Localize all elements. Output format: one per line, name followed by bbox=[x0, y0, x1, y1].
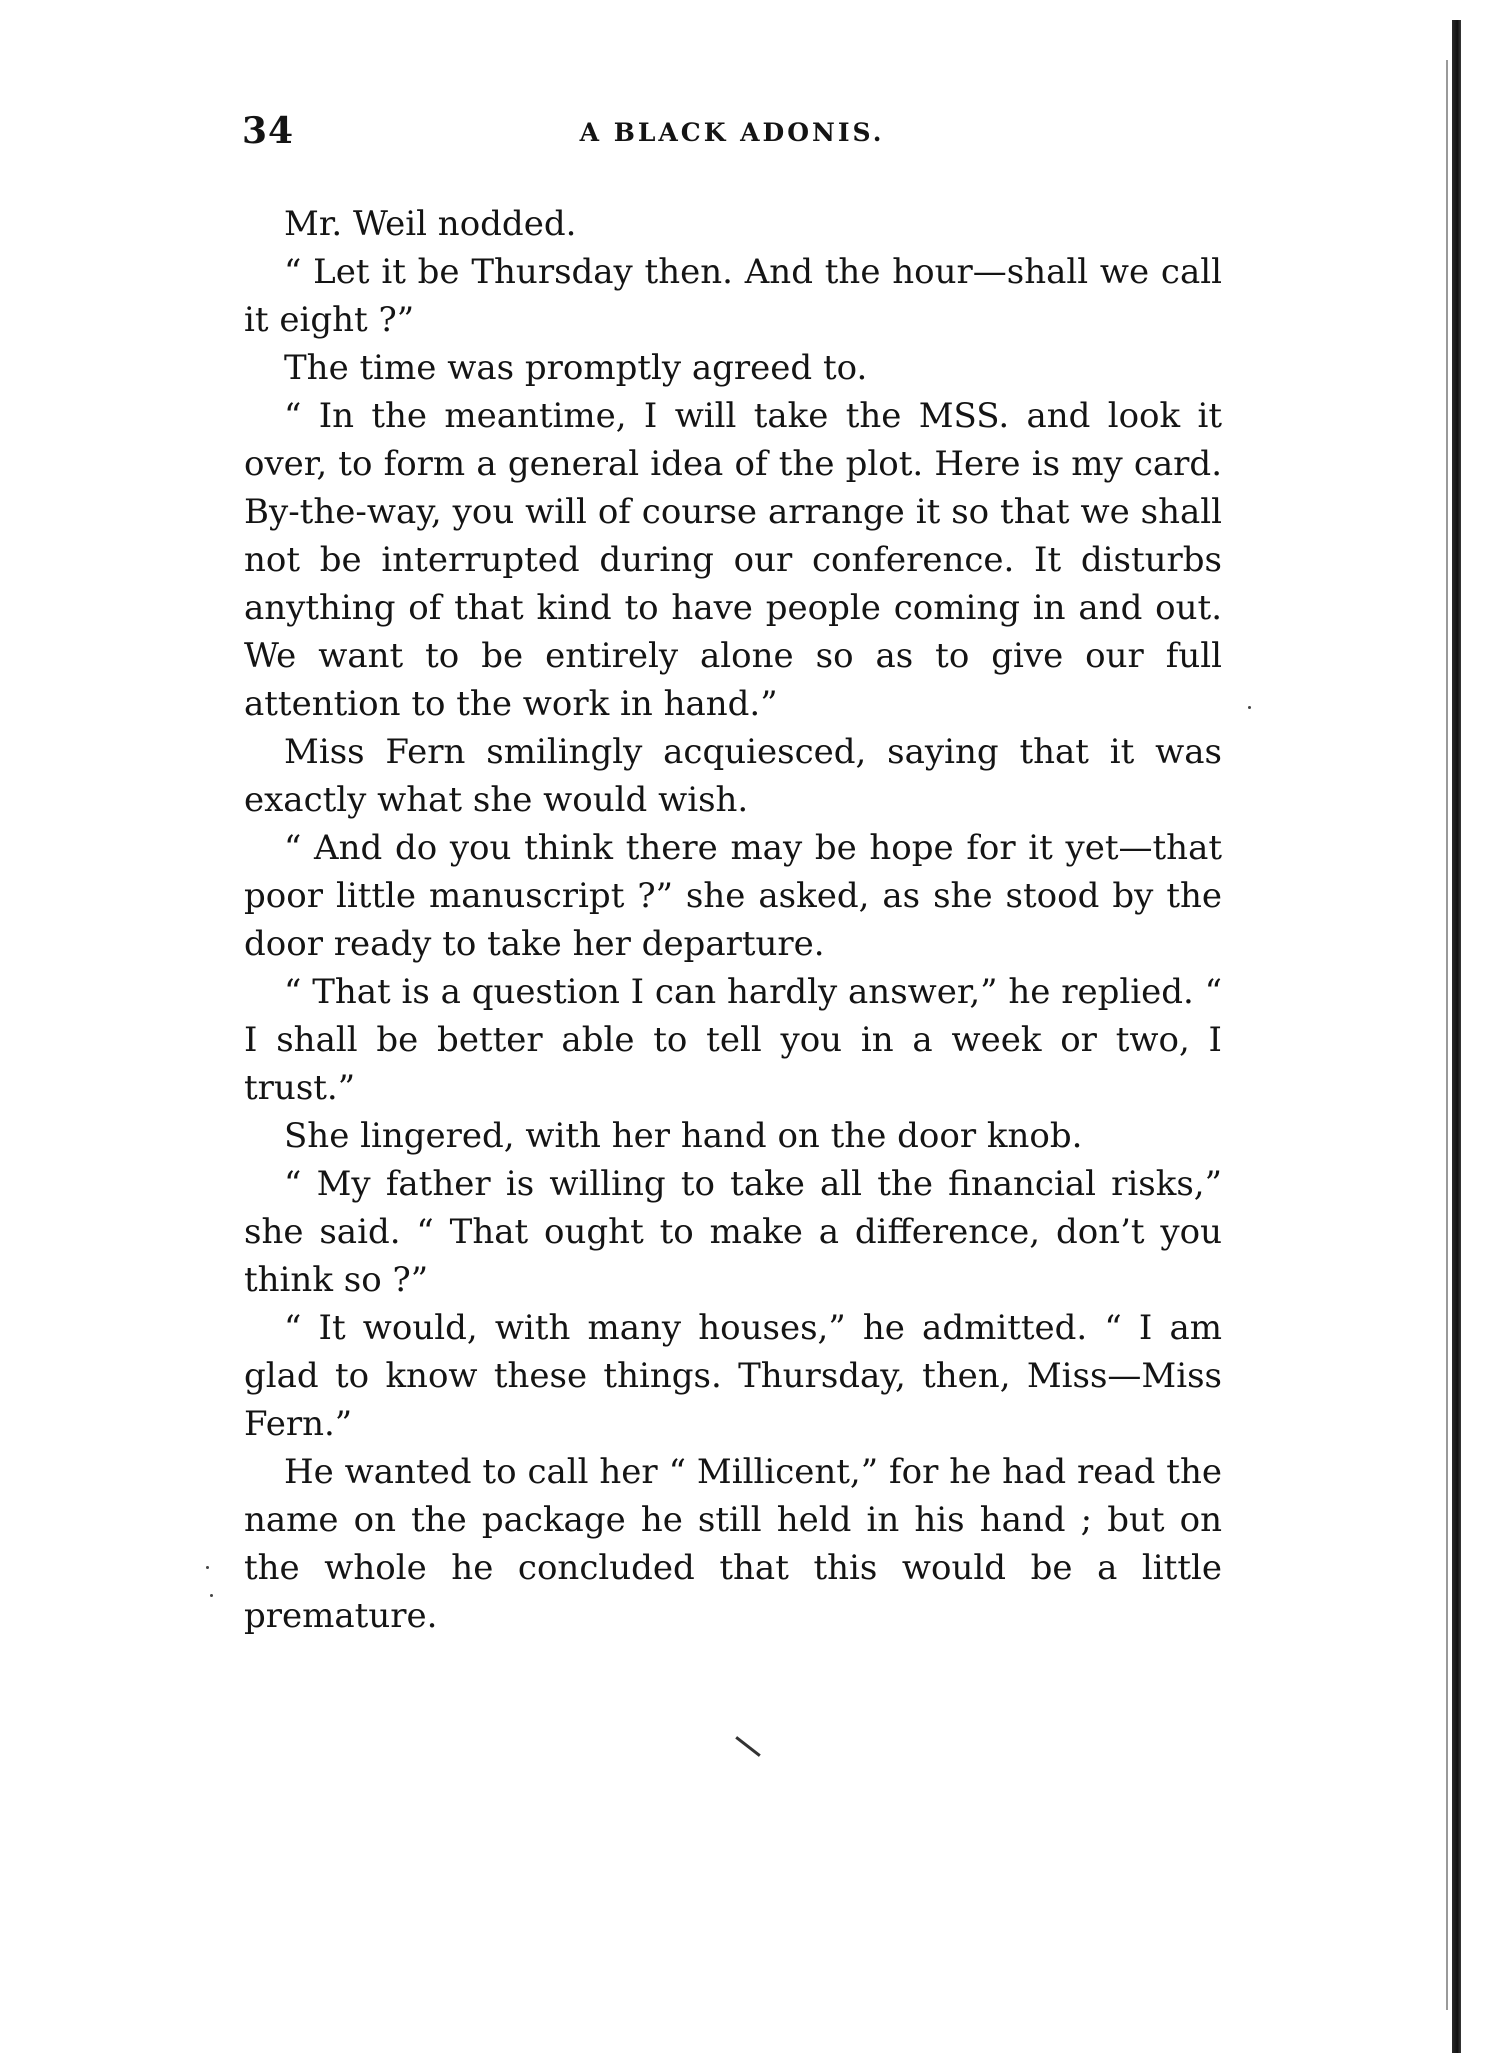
paragraph: “ In the meantime, I will take the MSS. and look it over, to form a general idea of the plot. Here is my card. By-the-way, you will of course arrange it so that we shall not be interrupted during our conference. It disturbs anything of that kind to have people coming in and out. We want to be entirely alone so as to give our full attention to the work in hand.” bbox=[244, 396, 1222, 724]
scan-speck bbox=[1248, 706, 1251, 709]
paragraph: “ And do you think there may be hope for it yet—that poor little manuscript ?” she asked, as she stood by the door ready to take her departure. bbox=[244, 828, 1222, 964]
paragraph: “ That is a question I can hardly answer,” he replied. “ I shall be better able to tell you in a week or two, I trust.” bbox=[244, 972, 1222, 1108]
paragraph: The time was promptly agreed to. bbox=[284, 348, 868, 388]
scan-speck bbox=[206, 1566, 209, 1569]
page-edge-shadow bbox=[1446, 60, 1448, 2010]
scan-mark bbox=[735, 1736, 760, 1757]
paragraph: He wanted to call her “ Millicent,” for he had read the name on the package he still held in his hand ; but on the whole he concluded that this would be a little premature. bbox=[244, 1452, 1222, 1636]
page-header bbox=[242, 110, 1222, 160]
page-edge-binding bbox=[1452, 20, 1461, 2053]
paragraph: Miss Fern smilingly acquiesced, saying that it was exactly what she would wish. bbox=[244, 732, 1222, 820]
paragraph: “ It would, with many houses,” he admitted. “ I am glad to know these things. Thursday, then, Miss—Miss Fern.” bbox=[244, 1308, 1222, 1444]
body-text bbox=[244, 200, 1222, 1640]
paragraph: “ Let it be Thursday then. And the hour—shall we call it eight ?” bbox=[244, 252, 1222, 340]
paragraph: Mr. Weil nodded. bbox=[284, 204, 577, 244]
paragraph: “ My father is willing to take all the financial risks,” she said. “ That ought to make a difference, don’t you think so ?” bbox=[244, 1164, 1222, 1300]
scan-speck bbox=[210, 1594, 213, 1597]
paragraph: She lingered, with her hand on the door knob. bbox=[284, 1116, 1083, 1156]
running-head: A BLACK ADONIS. bbox=[579, 118, 885, 147]
page-number: 34 bbox=[242, 110, 295, 152]
